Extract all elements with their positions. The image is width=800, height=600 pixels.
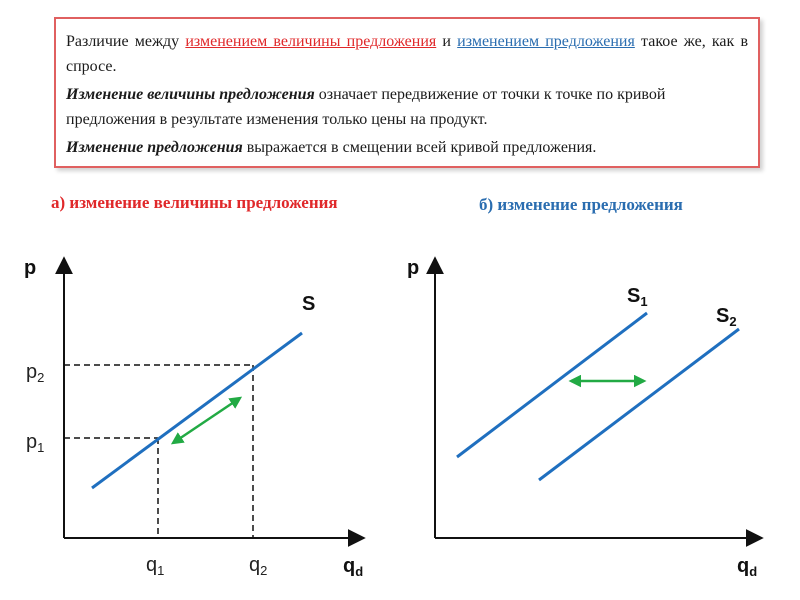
left-y-axis-label: p — [24, 257, 37, 279]
intro-text-1: Различие между — [66, 33, 186, 50]
term-quantity-change: Изменение величины предложения — [66, 86, 315, 103]
supply-curve-s — [92, 333, 302, 488]
right-x-axis-label: $q_d$ — [737, 555, 758, 579]
right-graph — [407, 257, 762, 579]
p1-label: $p_1$ — [26, 431, 45, 455]
definition-quantity-change: означает передвижение от точки к точке по кривой предложения в результате изменения только цены на продукт. — [66, 86, 666, 128]
left-x-axis-label: $q_d$ — [343, 555, 364, 579]
supply-curve-label: S — [302, 293, 316, 315]
supply-curve-s1-label: $S_1$ — [627, 285, 648, 309]
supply-curve-s2 — [539, 329, 739, 480]
heading-supply-change: б) изменение предложения — [479, 195, 683, 214]
q1-label: $q_1$ — [146, 554, 165, 578]
supply-curve-s2-label: $S_2$ — [716, 305, 737, 329]
link-quantity-supplied-change[interactable]: изменением величины предложения — [185, 33, 437, 50]
intro-text-2: и — [436, 33, 458, 50]
link-supply-change[interactable]: изменением предложения — [457, 33, 635, 50]
term-supply-change: Изменение предложения — [66, 139, 243, 156]
q2-label: $q_2$ — [249, 554, 268, 578]
right-y-axis-label: p — [407, 257, 420, 279]
p2-label: $p_2$ — [26, 361, 45, 385]
definition-supply-change: выражается в смещении всей кривой предложения. — [242, 139, 597, 156]
left-graph — [24, 257, 364, 579]
supply-curve-s1 — [457, 313, 647, 457]
intro-text-3: такое же, как в спросе. — [66, 33, 749, 75]
heading-quantity-change: а) изменение величины предложения — [51, 193, 338, 212]
